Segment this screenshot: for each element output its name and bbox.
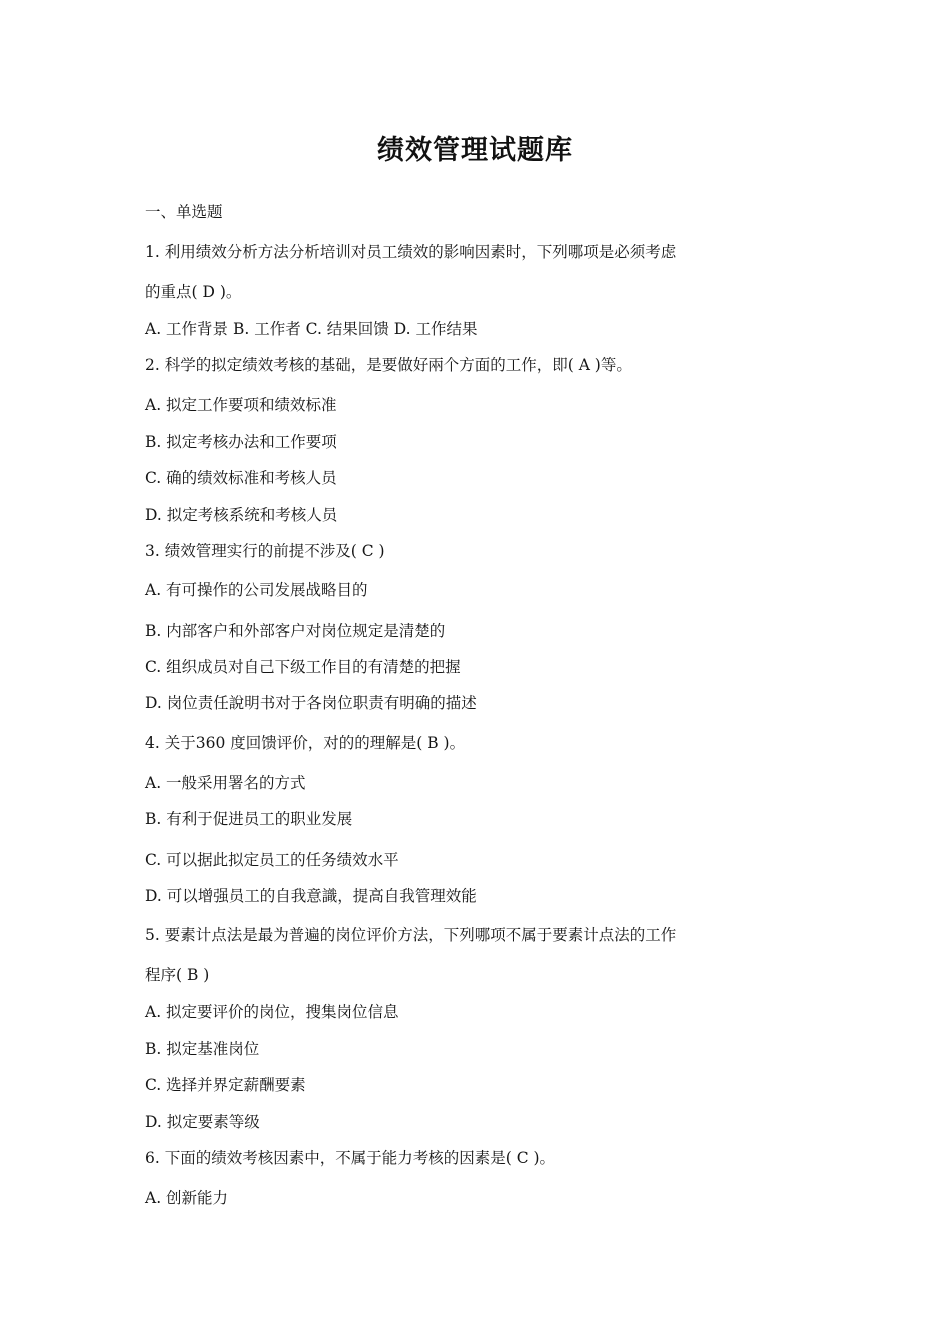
question-line: 4. 关于360 度回馈评价，对的的理解是( B )。 (145, 734, 466, 752)
option-line: C. 确的绩效标准和考核人员 (145, 469, 337, 487)
section-heading: 一、单选题 (145, 203, 223, 221)
option-line: A. 拟定要评价的岗位，搜集岗位信息 (145, 1003, 399, 1021)
question-line: 的重点( D )。 (145, 283, 242, 301)
question-line: 2. 科学的拟定绩效考核的基础，是要做好兩个方面的工作，即( A )等。 (145, 356, 632, 374)
option-line: D. 可以增强员工的自我意識，提高自我管理效能 (145, 887, 477, 905)
option-line: D. 岗位责任說明书对于各岗位职责有明确的描述 (145, 694, 477, 712)
option-line: D. 拟定要素等级 (145, 1113, 260, 1131)
option-line: A. 创新能力 (145, 1189, 229, 1207)
question-line: 程序( B ) (145, 966, 210, 984)
question-line: 6. 下面的绩效考核因素中，不属于能力考核的因素是( C )。 (145, 1149, 556, 1167)
option-line: C. 可以据此拟定员工的任务绩效水平 (145, 851, 399, 869)
option-line: A. 工作背景 B. 工作者 C. 结果回馈 D. 工作结果 (145, 320, 478, 338)
option-line: B. 拟定考核办法和工作要项 (145, 433, 337, 451)
document-title: 绩效管理试题库 (377, 135, 573, 166)
question-line: 5. 要素计点法是最为普遍的岗位评价方法，下列哪项不属于要素计点法的工作 (145, 926, 677, 944)
option-line: A. 一般采用署名的方式 (145, 774, 306, 792)
option-line: A. 有可操作的公司发展战略目的 (145, 581, 368, 599)
option-line: D. 拟定考核系统和考核人员 (145, 506, 338, 524)
option-line: C. 选择并界定薪酬要素 (145, 1076, 306, 1094)
question-line: 1. 利用绩效分析方法分析培训对员工绩效的影响因素时，下列哪项是必须考虑 (145, 243, 677, 261)
option-line: B. 内部客户和外部客户对岗位规定是清楚的 (145, 622, 446, 640)
option-line: A. 拟定工作要项和绩效标准 (145, 396, 337, 414)
option-line: B. 拟定基准岗位 (145, 1040, 260, 1058)
option-line: C. 组织成员对自己下级工作目的有清楚的把握 (145, 658, 461, 676)
option-line: B. 有利于促进员工的职业发展 (145, 810, 353, 828)
question-line: 3. 绩效管理实行的前提不涉及( C ) (145, 542, 385, 560)
